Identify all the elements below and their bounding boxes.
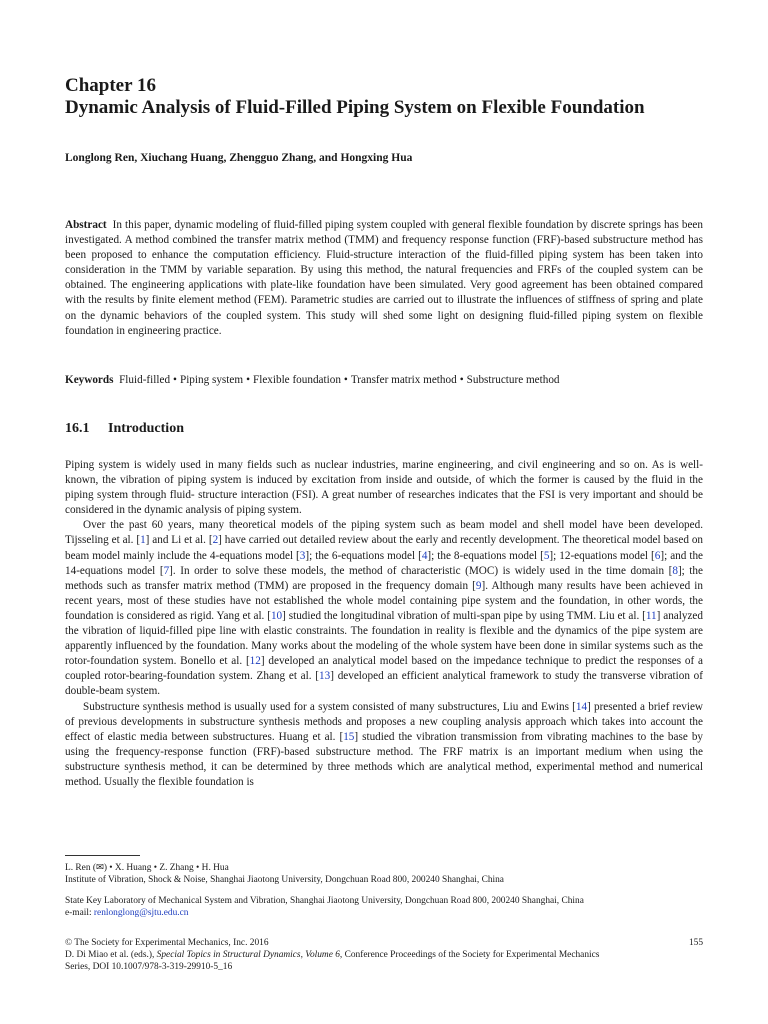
citation-link[interactable]: 11 [645,609,657,622]
footnote-affiliation-2: State Key Laboratory of Mechanical System and Vibration, Shanghai Jiaotong University, Dongchuan Road 800, 200240 Shanghai, China [65,896,584,906]
keyword: Flexible foundation [252,374,341,386]
footnote-email-line [65,907,703,919]
keyword: Piping system [179,374,244,386]
paragraph-3: Substructure synthesis method is usually used for a system consisted of many substructures, Liu and Ewins [14] presented a brief review of previous developments in substructure synthesis methods and proposes a new coupling analysis approach which takes into account the effect of elastic media between substructures. Huang et al. [15] studied the vibration transmission from vibrating machines to the base by using the frequency-response function (FRF)-based substructure method. The FRF matrix is an important medium when using the substructure synthesis method, it can be determined by three methods which are analytical method, experimental method and numerical method. Usually the flexible foundation is [65,700,704,788]
citation-link[interactable]: 5 [543,549,550,562]
keyword: Substructure method [466,374,560,386]
keywords-list [119,374,559,386]
abstract [65,218,703,339]
citation-link[interactable]: 7 [163,564,170,577]
keywords [65,373,703,388]
chapter-title: Dynamic Analysis of Fluid-Filled Piping System on Flexible Foundation [65,97,645,118]
abstract-label: Abstract [65,219,107,231]
page-footer [65,937,703,973]
citation-link[interactable]: 1 [140,534,146,547]
keyword-separator: • [343,374,348,386]
citation-link[interactable]: 10 [270,609,283,622]
footnote-authors-block [65,862,703,886]
abstract-text: In this paper, dynamic modeling of fluid-filled piping system coupled with general flexible foundation by discrete springs has been investigated. A method combined the transfer matrix method (TMM) and frequency response function (FRF)-based substructure method has been proposed to enhance the computation efficiency. Fluid-structure interaction of the fluid-filled piping system has been taken into consideration in the TMM by variable separation. By using this method, the natural frequencies and FRFs of the coupled system can be obtained. The engineering applications with plate-like foundation have been simulated. Very good agreement has been obtained compared with the results by finite element method (FEM). Parametric studies are carried out to illustrate the influences of stiffness of spring and plate on the dynamic behaviors of the coupled system. This study will shed some light on designing fluid-filled piping system on flexible foundation in engineering practice. [65,219,703,337]
footnote-affiliation-block [65,895,703,919]
body-text [65,458,703,790]
keyword-separator: • [459,374,464,386]
citation-link[interactable]: 2 [212,534,219,547]
volume-title: Special Topics in Structural Dynamics, Volume 6 [156,950,340,960]
section-number: 16.1 [65,421,90,436]
paragraph-2: Over the past 60 years, many theoretical models of the piping system such as beam model and shell model have been developed. Tijsseling et al. [1] and Li et al. [2] have carried out detailed review about the early and recently development. The theoretical model based on beam model mainly include the 4-equations model [3]; the 6-equations model [4]; the 8-equations model [5]; 12-equations model [6]; and the 14-equations model [7]. In order to solve these models, the method of characteristic (MOC) is widely used in the time domain [8]; the methods such as transfer matrix method (TMM) are proposed in the frequency domain [9]. Although many results have been achieved in recent years, most of these studies have not established the whole model containing pipe system and the foundation, in other words, the foundation is considered as rigid. Yang et al. [10] studied the longitudinal vibration of multi-span pipe by using TMM. Liu et al. [11] analyzed the vibration of liquid-filled pipe line with elastic constraints. The foundation in reality is flexible and the dynamics of the pipe system are apparently influenced by the foundation. Many works about the modeling of the whole system have been done in similar systems such as the rotor-foundation system. Bonello et al. [12] developed an analytical model based on the impedance technique to predict the responses of a coupled rotor-bearing-foundation system. Zhang et al. [13] developed an efficient analytical framework to study the transverse vibration of double-beam system. [65,519,704,698]
paragraph-1: Piping system is widely used in many fields such as nuclear industries, marine engineering, and civil engineering and so on. As is well-known, the vibration of piping system is induced by excitation from inside and outside, of which the former is caused by the fluid in the piping system through fluid- structure interaction (FSI). A great number of researches indicates that the FSI is very important and should be considered in the dynamic analysis of piping system. [65,459,703,517]
email-link[interactable]: renlonglong@sjtu.edu.cn [93,908,189,918]
copyright: © The Society for Experimental Mechanics, Inc. 2016 [65,938,269,948]
citation-link[interactable]: 9 [475,579,482,592]
footnote-rule [65,855,140,856]
keyword-separator: • [246,374,250,386]
citation-link[interactable]: 15 [343,730,355,743]
citation-line: D. Di Miao et al. (eds.), Special Topics in Structural Dynamics, Volume 6, Conference Proceedings of the Society for Experimental Mechanics Series, DOI 10.1007/978-3-319-29910-5_16 [65,950,600,972]
email-label: e-mail: [65,908,94,918]
keywords-label: Keywords [65,374,114,386]
page-number: 155 [688,938,703,948]
section-heading [65,420,703,438]
section-title: Introduction [108,421,184,436]
footnote-authors: L. Ren (✉) • X. Huang • Z. Zhang • H. Hua [65,863,229,873]
citation-link[interactable]: 14 [575,700,588,713]
author-list: Longlong Ren, Xiuchang Huang, Zhengguo Zhang, and Hongxing Hua [65,152,413,164]
keyword: Fluid-filled [119,374,171,386]
citation-link[interactable]: 6 [654,549,661,562]
footnote-affiliation-1: Institute of Vibration, Shock & Noise, Shanghai Jiaotong University, Dongchuan Road 800, 200240 Shanghai, China [65,875,504,885]
keyword-separator: • [173,374,177,386]
citation-link[interactable]: 8 [672,564,678,577]
chapter-number: Chapter 16 [65,75,156,96]
citation-link[interactable]: 4 [421,549,428,562]
citation-link[interactable]: 3 [299,549,306,562]
citation-link[interactable]: 12 [249,655,261,668]
keyword: Transfer matrix method [350,374,457,386]
citation-link[interactable]: 13 [319,670,331,683]
